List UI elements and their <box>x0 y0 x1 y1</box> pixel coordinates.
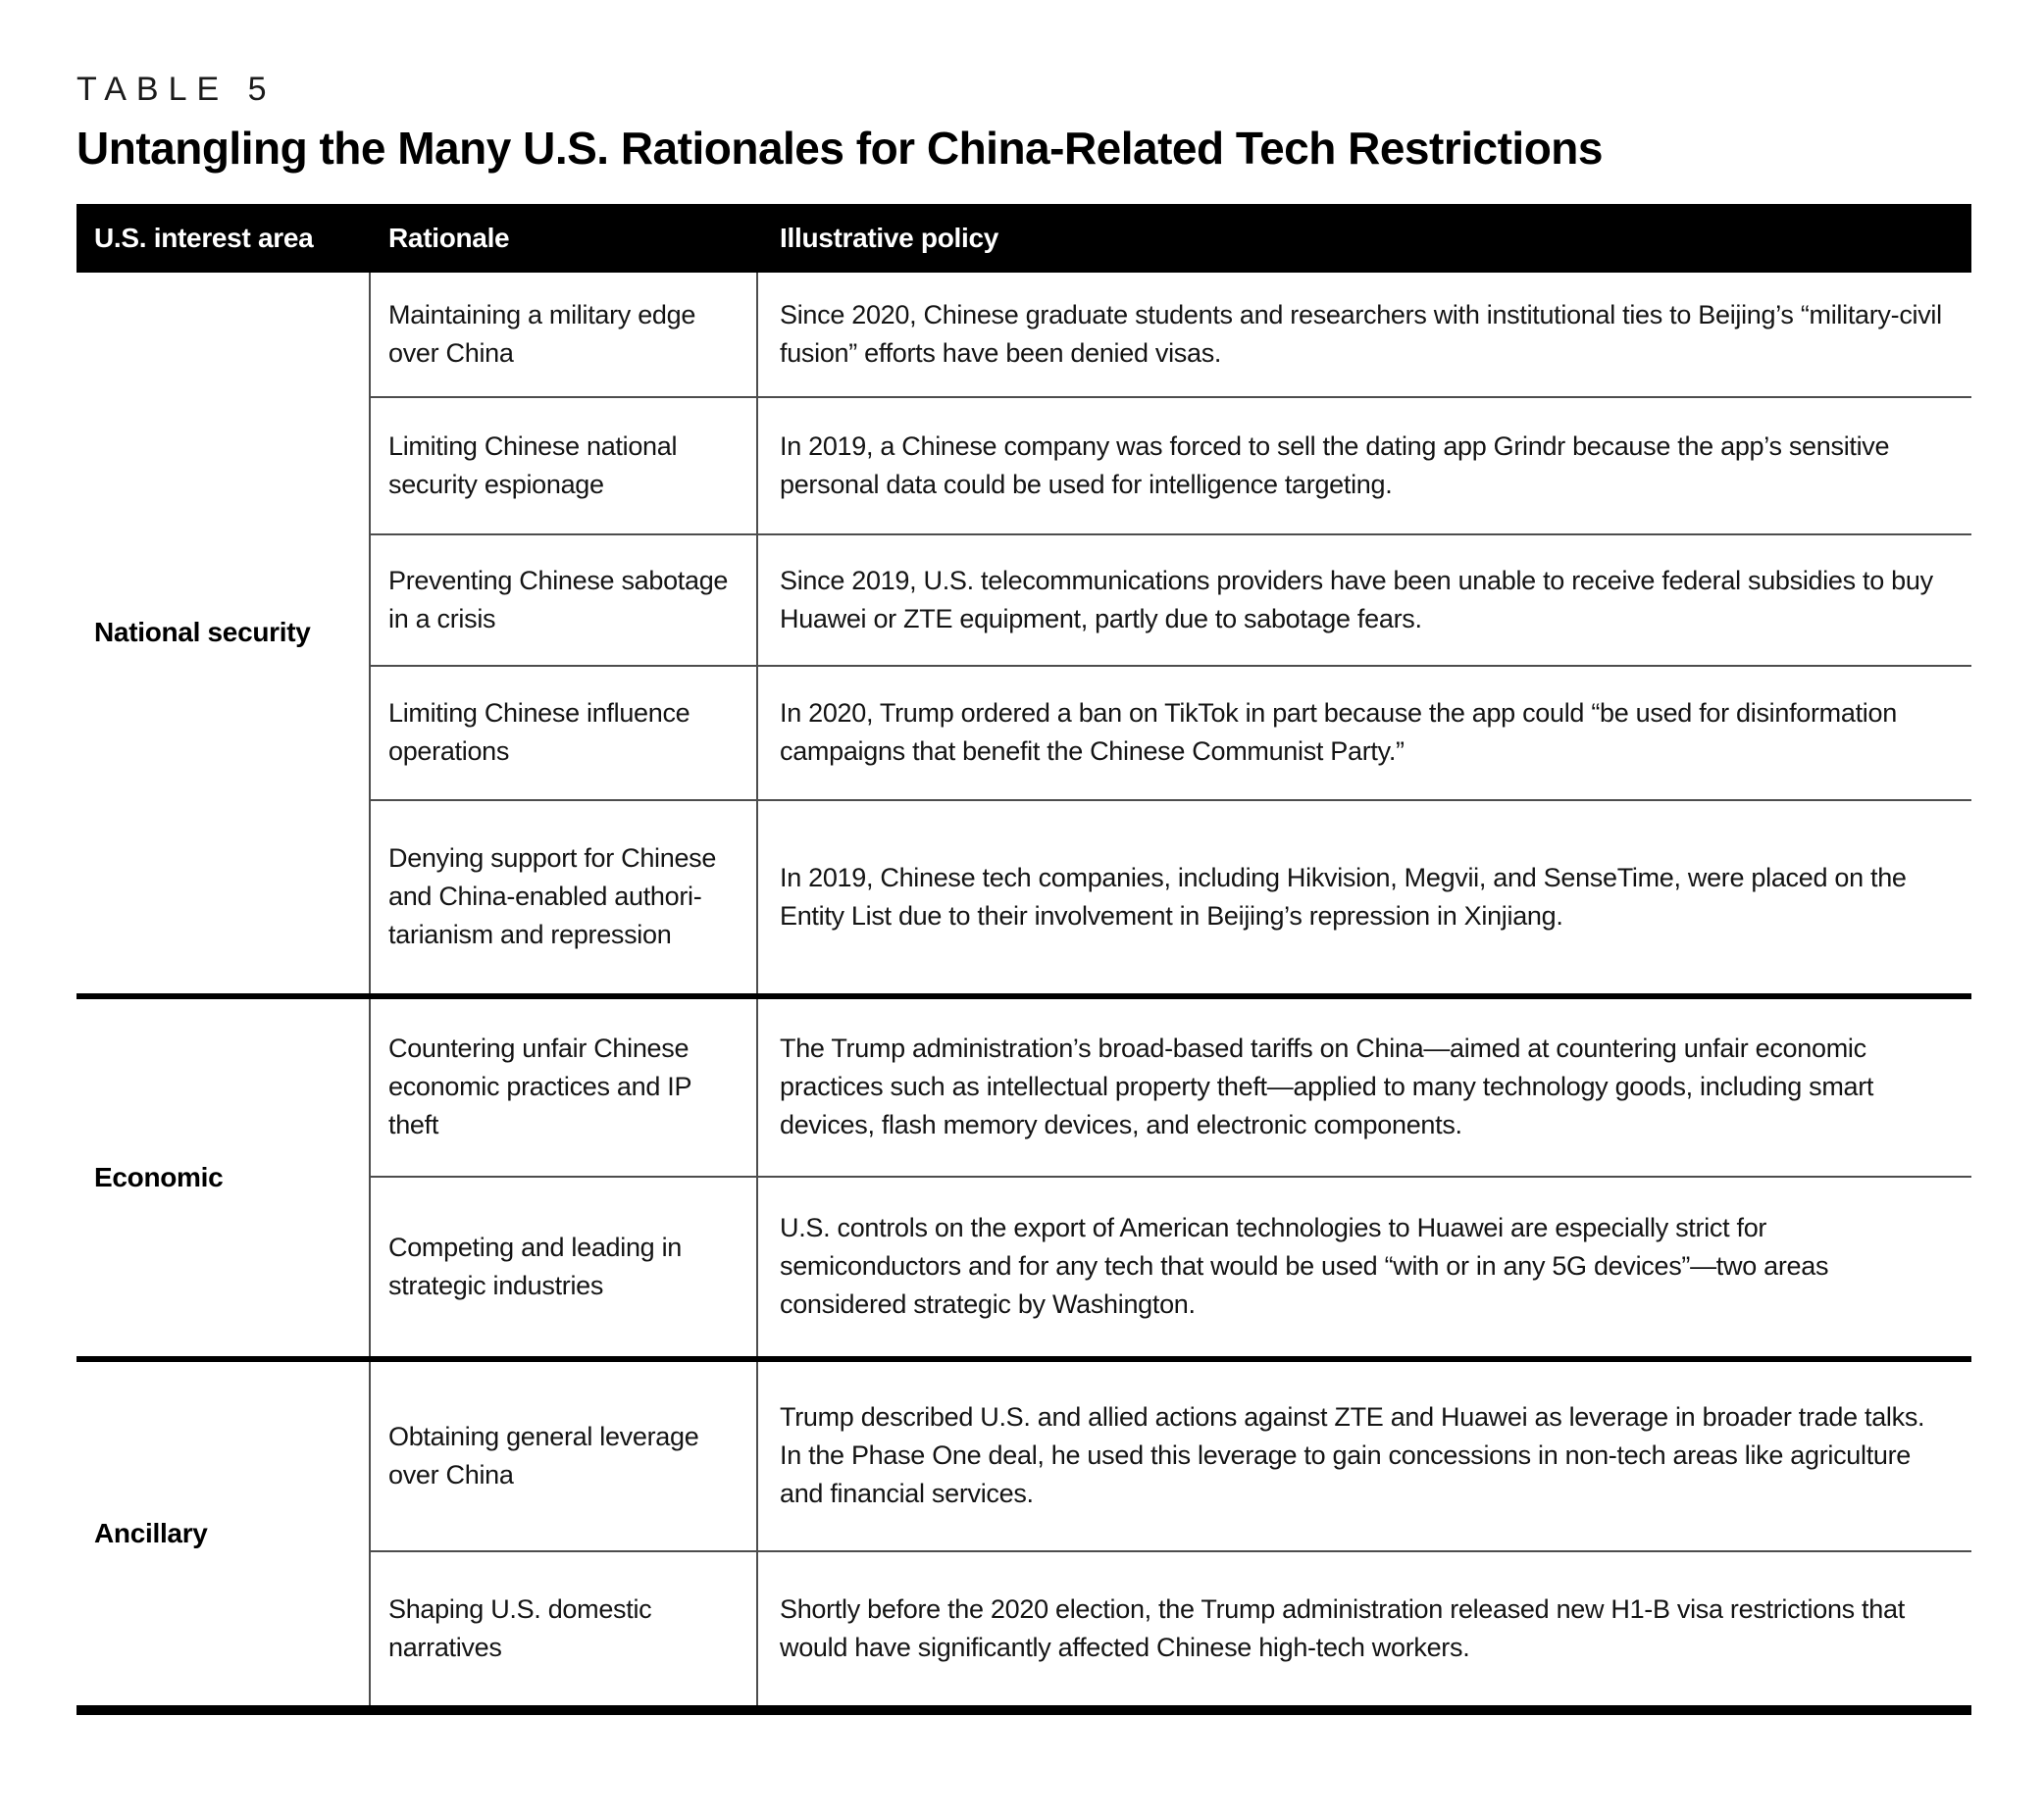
table-row <box>371 273 1971 396</box>
rationale-cell: Competing and leading in strategic industries <box>371 1178 758 1356</box>
table-row <box>371 396 1971 533</box>
table-row <box>371 1550 1971 1705</box>
interest-area-label: Economic <box>77 999 371 1356</box>
table-row <box>371 1176 1971 1356</box>
rationale-cell: Countering unfair Chinese economic practices and IP theft <box>371 999 758 1176</box>
section-ancillary <box>77 1356 1971 1705</box>
section-rows <box>371 999 1971 1356</box>
rationale-cell: Limiting Chinese national security espionage <box>371 398 758 533</box>
rationale-cell: Limiting Chinese influence operations <box>371 667 758 799</box>
policy-cell: In 2019, a Chinese company was forced to sell the dating app Grindr because the app’s sensitive personal data could be used for intelligence targeting. <box>780 430 1890 499</box>
rationale-cell: Obtaining general leverage over China <box>371 1362 758 1550</box>
table-row <box>371 799 1971 993</box>
table-row <box>371 533 1971 665</box>
column-header-interest-area: U.S. interest area <box>94 222 314 253</box>
rationale-cell: Preventing Chinese sabotage in a crisis <box>371 535 758 665</box>
policy-cell: In 2020, Trump ordered a ban on TikTok in part because the app could “be used for disinformation campaigns that benefit the Chinese Communist Party.” <box>780 698 1897 767</box>
section-economic <box>77 993 1971 1356</box>
table-title: Untangling the Many U.S. Rationales for China-Related Tech Restrictions <box>77 123 1603 174</box>
rationales-table <box>77 204 1971 1715</box>
section-national-security <box>77 273 1971 993</box>
policy-cell: U.S. controls on the export of American technologies to Huawei are especially strict for semiconductors and for any tech that would be used “with or in any 5G devices”—two areas considered strategic by Washington. <box>780 1213 1829 1320</box>
table-header-row <box>77 204 1971 273</box>
policy-cell: Since 2019, U.S. telecommunications providers have been unable to receive federal subsidies to buy Huawei or ZTE equipment, partly due to sabotage fears. <box>780 565 1933 633</box>
section-rows <box>371 1362 1971 1705</box>
table-figure <box>77 0 1971 1715</box>
rationale-cell: Maintaining a military edge over China <box>371 273 758 396</box>
policy-cell: The Trump administration’s broad-based tariffs on China—aimed at countering unfair economic practices such as intellectual property theft—applied to many technology goods, including smart devices, flash memory devices, and electronic components. <box>780 1034 1874 1140</box>
section-rows <box>371 273 1971 993</box>
table-number-label: TABLE 5 <box>77 71 277 108</box>
interest-area-label: National security <box>77 273 371 993</box>
rationale-cell: Denying support for Chinese and China-enabled authori-tarianism and repression <box>371 801 758 993</box>
policy-cell: Shortly before the 2020 election, the Trump administration released new H1-B visa restrictions that would have significantly affected Chinese high-tech workers. <box>780 1593 1905 1662</box>
rationale-cell: Shaping U.S. domestic narratives <box>371 1552 758 1705</box>
column-header-illustrative-policy: Illustrative policy <box>780 222 999 253</box>
table-row <box>371 1362 1971 1550</box>
column-header-rationale: Rationale <box>388 222 510 253</box>
interest-area-label: Ancillary <box>77 1362 371 1705</box>
table-row <box>371 665 1971 799</box>
policy-cell: Since 2020, Chinese graduate students and researchers with institutional ties to Beijing’s “military-civil fusion” efforts have been denied visas. <box>780 299 1942 368</box>
policy-cell: In 2019, Chinese tech companies, including Hikvision, Megvii, and SenseTime, were placed on the Entity List due to their involvement in Beijing’s repression in Xinjiang. <box>780 862 1907 931</box>
policy-cell: Trump described U.S. and allied actions against ZTE and Huawei as leverage in broader trade talks. In the Phase One deal, he used this leverage to gain concessions in non-tech areas like agriculture and financial services. <box>780 1402 1925 1509</box>
table-row <box>371 999 1971 1176</box>
